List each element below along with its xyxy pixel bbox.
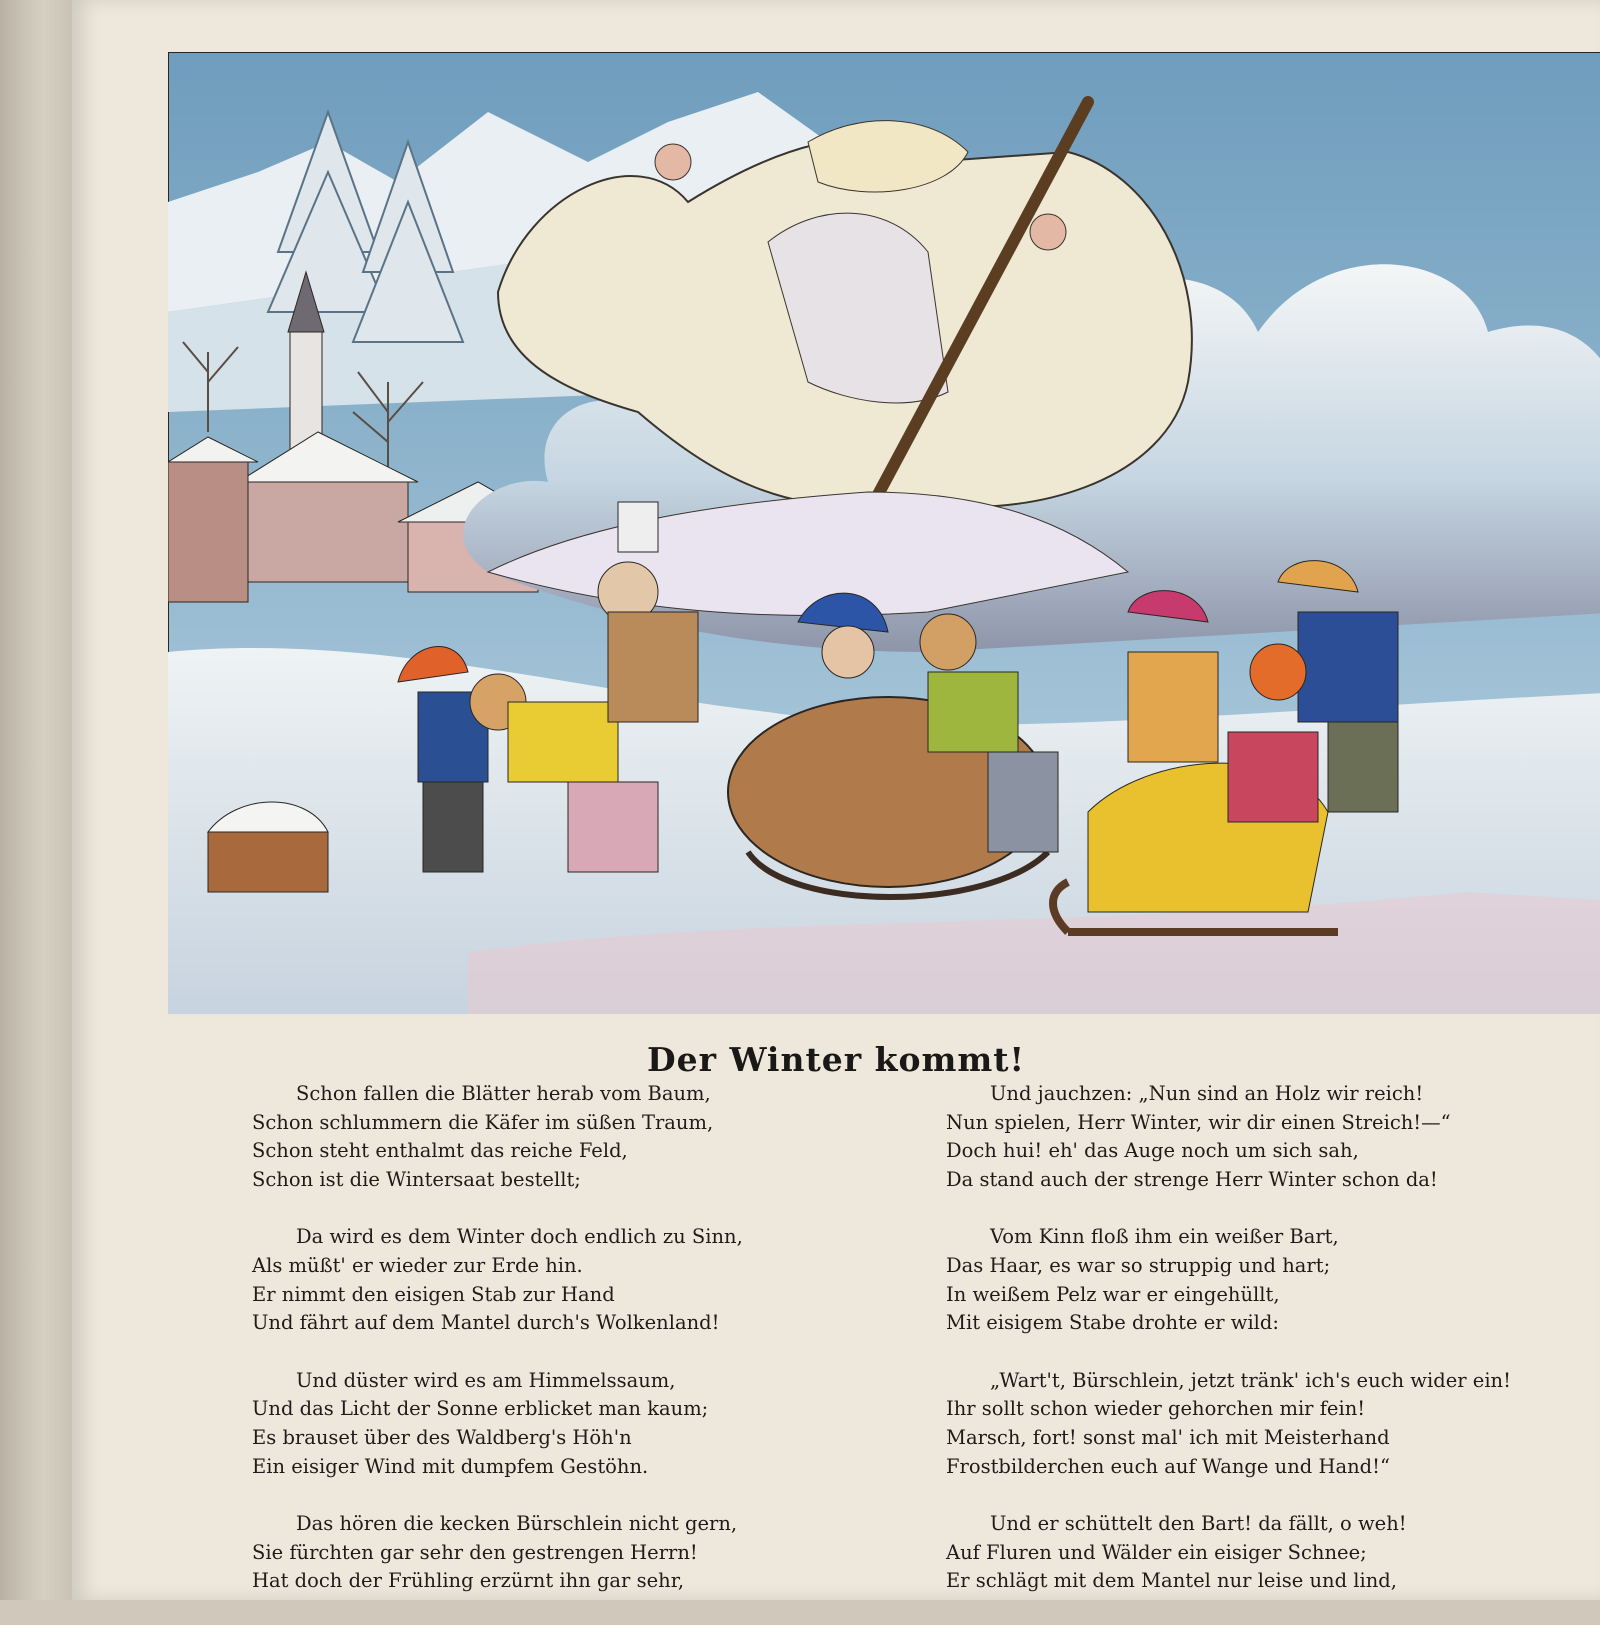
poem-line: Es brauset über des Waldberg's Höh'n xyxy=(252,1425,632,1449)
poem-line: Hat doch der Frühling erzürnt ihn gar sehr, xyxy=(252,1569,685,1593)
poem-right-column xyxy=(946,1080,1511,1625)
stanza xyxy=(252,1510,743,1596)
poem-line: Und das Licht der Sonne erblicket man kaum; xyxy=(252,1397,709,1421)
poem-line: Da wird es dem Winter doch endlich zu Sinn, xyxy=(296,1225,743,1249)
poem-line: Schon ist die Wintersaat bestellt; xyxy=(252,1167,581,1191)
poem-line: Frostbilderchen euch auf Wange und Hand!“ xyxy=(946,1454,1390,1478)
poem-line: Auf Fluren und Wälder ein eisiger Schnee; xyxy=(946,1540,1367,1564)
poem-line: Schon steht enthalmt das reiche Feld, xyxy=(252,1139,628,1163)
stanza xyxy=(946,1367,1511,1481)
poem-line: Er nimmt den eisigen Stab zur Hand xyxy=(252,1282,615,1306)
poem-line: Marsch, fort! sonst mal' ich mit Meisterhand xyxy=(946,1425,1390,1449)
poem-line: Schon schlummern die Käfer im süßen Traum, xyxy=(252,1110,714,1134)
stanza xyxy=(252,1080,743,1194)
poem-line: Sie fürchten gar sehr den gestrengen Herrn! xyxy=(252,1540,698,1564)
poem-line: Und er schüttelt den Bart! da fällt, o weh! xyxy=(990,1512,1407,1536)
winter-illustration xyxy=(168,52,1600,1014)
poem-line: In weißem Pelz war er eingehüllt, xyxy=(946,1282,1280,1306)
poem-line: Als müßt' er wieder zur Erde hin. xyxy=(252,1253,583,1277)
stanza xyxy=(946,1223,1511,1337)
poem-line: Ihr sollt schon wieder gehorchen mir fein! xyxy=(946,1397,1366,1421)
poem-line: „Wart't, Bürschlein, jetzt tränk' ich's euch wider ein! xyxy=(990,1368,1511,1392)
poem-line: Da stand auch der strenge Herr Winter schon da! xyxy=(946,1167,1438,1191)
poem-left-column xyxy=(252,1080,743,1625)
poem-line: Und fährt auf dem Mantel durch's Wolkenland! xyxy=(252,1311,720,1335)
stanza xyxy=(946,1510,1511,1596)
tree-stump xyxy=(208,832,328,892)
poem-line: Er schlägt mit dem Mantel nur leise und lind, xyxy=(946,1569,1397,1593)
poem-line: Schon fallen die Blätter herab vom Baum, xyxy=(296,1082,711,1105)
poem-line: Doch hui! eh' das Auge noch um sich sah, xyxy=(946,1139,1359,1163)
poem-title: Der Winter kommt! xyxy=(646,1040,1026,1079)
poem-line: Und jauchzen: „Nun sind an Holz wir reich! xyxy=(990,1082,1424,1105)
poem-line: Nun spielen, Herr Winter, wir dir einen Streich!—“ xyxy=(946,1110,1451,1134)
poem-line: Und düster wird es am Himmelssaum, xyxy=(296,1368,676,1392)
poem-line: Vom Kinn floß ihm ein weißer Bart, xyxy=(990,1225,1339,1249)
stanza xyxy=(946,1080,1511,1194)
poem-line: Ein eisiger Wind mit dumpfem Gestöhn. xyxy=(252,1454,649,1478)
book-page xyxy=(72,0,1600,1600)
poem-line: Mit eisigem Stabe drohte er wild: xyxy=(946,1311,1279,1335)
poem-line: Das Haar, es war so struppig und hart; xyxy=(946,1253,1331,1277)
book-gutter xyxy=(0,0,72,1600)
poem-line: Das hören die kecken Bürschlein nicht gern, xyxy=(296,1512,738,1536)
stanza xyxy=(252,1367,743,1481)
stanza xyxy=(252,1223,743,1337)
